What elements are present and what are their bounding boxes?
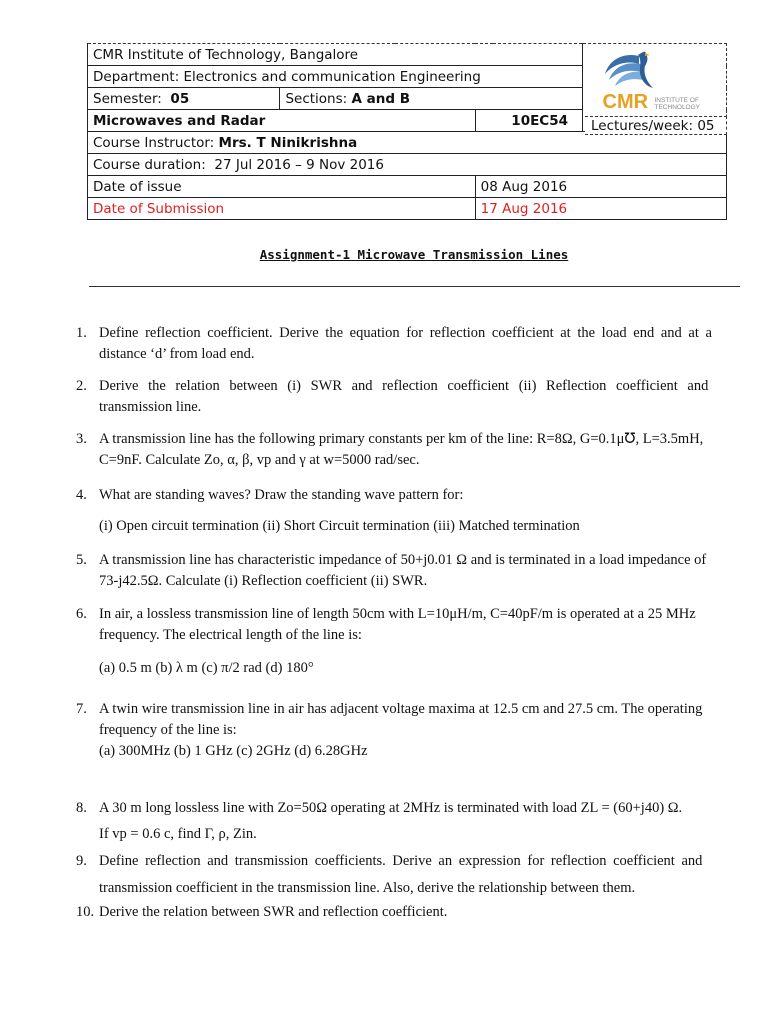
course-duration: Course duration: 27 Jul 2016 – 9 Nov 2016 <box>88 154 727 176</box>
course-code: 10EC54 <box>475 110 582 132</box>
question-item: 9. Define reflection and transmission coefficients. Derive an expression for reflection coefficient and transmission coefficient in the transmission line. Also, derive the relationship between them. <box>76 853 703 896</box>
sections-value: A and B <box>351 90 411 107</box>
question-item: 8. A 30 m long lossless line with Zo=50Ω operating at 2MHz is terminated with load ZL = (60+j40) Ω. If vp = 0.6 c, find Γ, ρ, Zin. <box>76 800 683 842</box>
lectures-per-week: Lectures/week: 05 <box>585 116 727 135</box>
question-item: 4. What are standing waves? Draw the standing wave pattern for: <box>76 487 464 503</box>
swan-icon <box>593 50 663 96</box>
divider <box>89 286 740 287</box>
department: Department: Electronics and communication Engineering <box>88 66 583 88</box>
submission-date: 17 Aug 2016 <box>475 198 726 220</box>
assignment-title: Assignment-1 Microwave Transmission Lines <box>259 247 569 262</box>
duration-value: 27 Jul 2016 – 9 Nov 2016 <box>214 156 384 173</box>
instructor-value: Mrs. T Ninikrishna <box>218 134 358 151</box>
course-name: Microwaves and Radar <box>88 110 476 132</box>
institute-name: CMR Institute of Technology, Bangalore <box>88 44 583 66</box>
question-options: (i) Open circuit termination (ii) Short Circuit termination (iii) Matched termination <box>99 518 580 534</box>
logo-subtitle: INSTITUTE OF TECHNOLOGY <box>654 96 701 111</box>
question-item: 10. Derive the relation between SWR and reflection coefficient. <box>76 904 448 920</box>
submission-label: Date of Submission <box>88 198 476 220</box>
question-item: 5. A transmission line has characteristic impedance of 50+j0.01 Ω and is terminated in a load impedance of 73-j42.5Ω. Calculate (i) Reflection coefficient (ii) SWR. <box>76 552 707 589</box>
question-item: 2. Derive the relation between (i) SWR and reflection coefficient (ii) Reflection coefficient and transmission line. <box>76 378 709 415</box>
issue-date: 08 Aug 2016 <box>475 176 726 198</box>
logo-wordmark: CMR <box>602 90 649 113</box>
question-item: 7. A twin wire transmission line in air has adjacent voltage maxima at 12.5 cm and 27.5 cm. The operating frequency of the line is: (a) 300MHz (b) 1 GHz (c) 2GHz (d) 6.28GHz <box>76 701 703 759</box>
question-item: 3. A transmission line has the following primary constants per km of the line: R=8Ω, G=0.1μ℧, L=3.5mH, C=9nF. Calculate Zo, α, β, vp and γ at w=5000 rad/sec. <box>76 431 704 468</box>
question-item: 1. Define reflection coefficient. Derive the equation for reflection coefficient at the load end and at a distance ‘d’ from load end. <box>76 325 712 362</box>
semester: Semester: 05 <box>88 88 280 110</box>
course-instructor: Course Instructor: Mrs. T Ninikrishna <box>88 132 727 154</box>
sections: Sections: A and B <box>280 88 583 110</box>
question-options: (a) 0.5 m (b) λ m (c) π/2 rad (d) 180° <box>99 660 314 676</box>
question-item: 6. In air, a lossless transmission line of length 50cm with L=10μH/m, C=40pF/m is operated at a 25 MHz frequency. The electrical length of the line is: <box>76 606 696 643</box>
semester-value: 05 <box>170 90 190 107</box>
issue-label: Date of issue <box>88 176 476 198</box>
